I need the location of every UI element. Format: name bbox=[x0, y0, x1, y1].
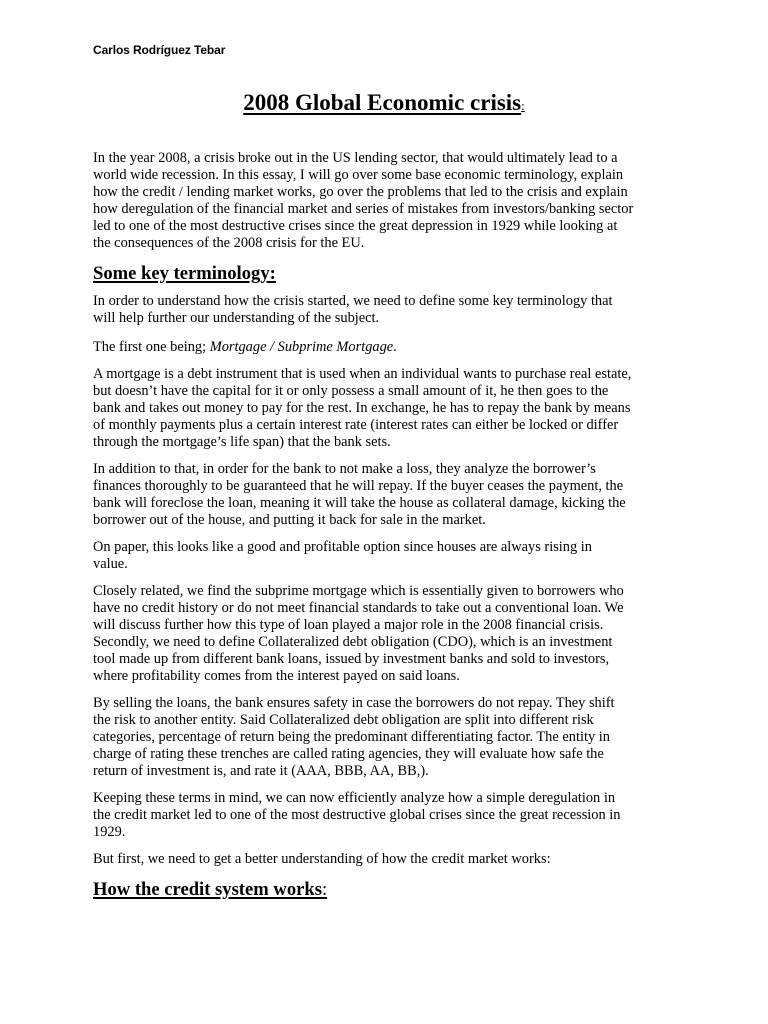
paragraph-bank-analysis: In addition to that, in order for the bank to not make a loss, they analyze the borrower’s finances thoroughly to be guaranteed that he will repay. If the buyer ceases the payment, the bank will foreclose the loan, meaning it will take the house as collateral damage, kicking the borrower out of the house, and putting it back for sale in the market. bbox=[93, 461, 626, 528]
section-heading-key-terminology: Some key terminology: bbox=[93, 263, 276, 284]
paragraph-but-first: But first, we need to get a better understanding of how the credit market works: bbox=[93, 851, 551, 867]
first-term-suffix: . bbox=[393, 339, 397, 355]
credit-system-heading-text: How the credit system works bbox=[93, 879, 322, 900]
paragraph-keeping-terms: Keeping these terms in mind, we can now efficiently analyze how a simple deregulation in the credit market led to one of the most destructive global crises since the great recession in 1929. bbox=[93, 790, 621, 840]
title-colon: : bbox=[521, 98, 525, 113]
paragraph-define-terminology: In order to understand how the crisis started, we need to define some key terminology that will help further our understanding of the subject. bbox=[93, 293, 613, 326]
author-name: Carlos Rodríguez Tebar bbox=[93, 43, 226, 57]
credit-system-heading-colon: : bbox=[321, 879, 328, 900]
paragraph-mortgage-definition: A mortgage is a debt instrument that is used when an individual wants to purchase real estate, but doesn’t have the capital for it or only possess a small amount of it, he then goes to the bank and takes out money to pay for the rest. In exchange, he has to repay the bank by means of monthly payments plus a certain interest rate (interest rates can either be locked or differ through the mortgage’s life span) that the bank sets. bbox=[93, 366, 632, 450]
paragraph-first-term bbox=[93, 339, 683, 356]
title-text: 2008 Global Economic crisis bbox=[243, 90, 522, 115]
section-heading-credit-system bbox=[93, 878, 327, 902]
document-title bbox=[0, 88, 768, 121]
paragraph-selling-loans: By selling the loans, the bank ensures safety in case the borrowers do not repay. They shift the risk to another entity. Said Collateralized debt obligation are split into different risk categories, percentage of return being the predominant differentiating factor. The entity in charge of rating these trenches are called rating agencies, they will evaluate how safe the return of investment is, and rate it (AAA, BBB, AA, BB,). bbox=[93, 695, 615, 779]
paragraph-on-paper: On paper, this looks like a good and profitable option since houses are always rising in value. bbox=[93, 539, 592, 572]
first-term-prefix: The first one being; bbox=[93, 339, 210, 355]
intro-paragraph: In the year 2008, a crisis broke out in the US lending sector, that would ultimately lead to a world wide recession. In this essay, I will go over some base economic terminology, explain how the credit / lending market works, go over the problems that led to the crisis and explain how deregulation of the financial market and series of mistakes from investors/banking sector led to one of the most destructive crises since the great depression in 1929 while looking at the consequences of the 2008 crisis for the EU. bbox=[93, 150, 634, 251]
first-term-italic: Mortgage / Subprime Mortgage bbox=[209, 339, 394, 355]
paragraph-subprime-cdo: Closely related, we find the subprime mortgage which is essentially given to borrowers who have no credit history or do not meet financial standards to take out a conventional loan. We will discuss further how this type of loan played a major role in the 2008 financial crisis. Secondly, we need to define Collateralized debt obligation (CDO), which is an investment tool made up from different bank loans, issued by investment banks and sold to investors, where profitability comes from the interest payed on said loans. bbox=[93, 583, 624, 684]
